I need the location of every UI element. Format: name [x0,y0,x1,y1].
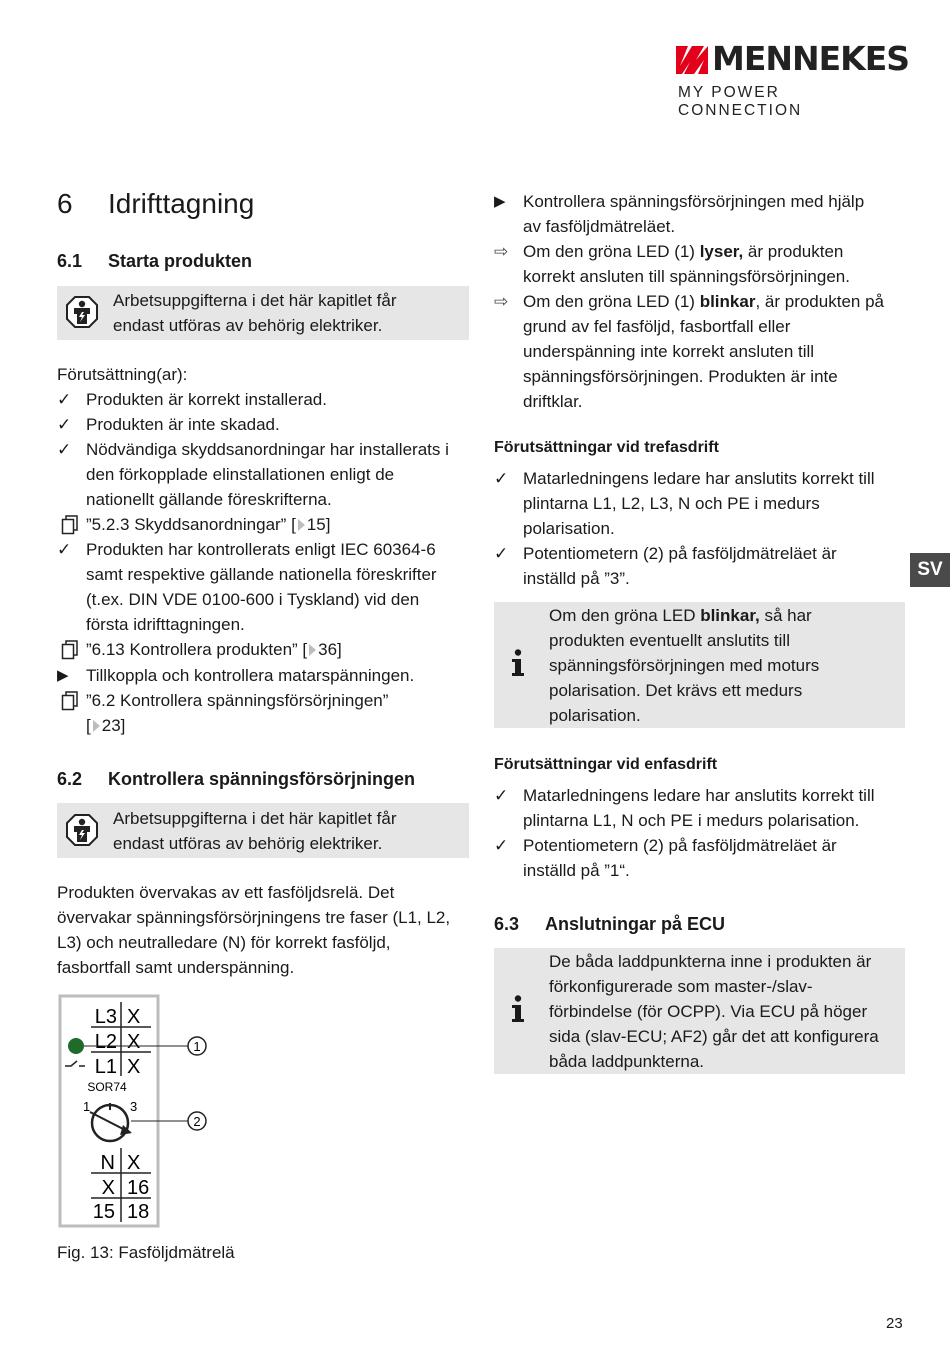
note-text: förbindelse (för OCPP). Via ECU på höger [549,1002,868,1021]
list-item-text: Kontrollera spänningsförsörjningen med hjälp [523,192,865,211]
terminal-label: L2 [94,1031,117,1053]
list-item-text: Matarledningens ledare har anslutits korrekt till [523,469,875,488]
section-number: 6.2 [57,769,83,789]
page-number: 23 [886,1315,903,1332]
electrician-icon [65,295,99,329]
result-arrow-icon: ⇨ [494,292,509,311]
paragraph-line: övervakar spänningsförsörjningens tre faser (L1, L2, [57,908,451,927]
emphasis: blinkar [699,292,756,311]
note-text: båda laddpunkterna. [549,1052,705,1071]
list-item-text: av fasföljdmätreläet. [523,217,676,236]
text-segment: så har [759,606,812,625]
brand-name: MENNEKES [712,39,910,78]
section-title: Anslutningar på ECU [545,914,726,934]
page-arrow-icon [309,644,316,656]
mennekes-logo-icon [676,46,708,74]
chapter-heading [57,188,254,220]
page-arrow-icon [93,720,100,732]
list-item-text: den förkopplade elinstallationen enligt de [86,465,395,484]
list-item [494,783,914,833]
list-item-text: samt respektive gällande nationella föreskrifter [86,565,437,584]
list-item-text: spänningsförsörjningen. Produkten är inte [523,367,838,386]
list-item [57,537,477,637]
list-item [494,466,914,541]
list-item [494,189,914,239]
list-item-text: plintarna L1, N och PE i medurs polarisation. [523,811,860,830]
terminal-label: X [127,1031,141,1053]
check-icon: ✓ [57,415,72,434]
led-indicator [68,1038,84,1054]
note-text: endast utföras av behörig elektriker. [113,834,383,853]
reference-page: 36] [318,640,342,659]
terminal-label: X [127,1006,141,1028]
terminal-label: L3 [94,1006,117,1028]
list-item-text: korrekt ansluten till spänningsförsörjningen. [523,267,850,286]
phase-relay-figure [57,994,217,1230]
emphasis: lyser, [699,242,744,261]
check-icon: ✓ [57,540,72,559]
list-item-text: inställd på ”1“. [523,861,630,880]
reference-bracket: [ [86,716,91,735]
check-icon: ✓ [494,786,509,805]
note-text: sida (slav-ECU; AF2) går det att konfigurera [549,1027,879,1046]
note-text: spänningsförsörjningen med moturs [549,656,820,675]
paragraph-line: Produkten övervakas av ett fasföljdsrelä. Det [57,883,395,902]
info-note-2 [494,948,905,1074]
note-text: förkonfigurerade som master-/slav- [549,977,813,996]
section-number: 6.1 [57,251,83,271]
body-paragraph [57,880,477,980]
result-arrow-icon: ⇨ [494,242,509,261]
book-icon [57,515,83,535]
paragraph-line: L3) och neutralledare (N) för korrekt fasföljd, [57,933,391,952]
brand-logo [676,39,910,119]
cross-reference-item[interactable] [57,688,477,738]
note-text: polarisation. [549,706,641,725]
paragraph-line: fasbortfall samt underspänning. [57,958,295,977]
terminal-label: L1 [94,1056,117,1078]
check-icon: ✓ [57,390,72,409]
list-item-text: (t.ex. DIN VDE 0100-600 i Tyskland) vid den [86,590,420,609]
result-item [494,239,914,289]
language-tab[interactable]: SV [910,553,950,587]
dial-min: 1 [83,1099,91,1114]
note-text: polarisation. Det krävs ett medurs [549,681,803,700]
cross-reference-item[interactable] [57,637,477,662]
info-icon [510,995,526,1023]
book-icon [57,640,83,660]
section-heading-6-3 [494,912,725,936]
chapter-title: Idrifttagning [108,188,255,219]
action-arrow-icon: ▶ [494,193,506,210]
subheading-three-phase: Förutsättningar vid trefasdrift [494,439,719,456]
list-item [57,412,477,437]
electrician-note-2 [57,803,469,858]
relay-model: SOR74 [87,1080,127,1094]
text-segment: Om den gröna LED (1) [523,292,700,311]
prerequisites-label: Förutsättning(ar): [57,365,188,384]
list-item-text: driftklar. [523,392,583,411]
check-icon: ✓ [494,544,509,563]
list-item-text: plintarna L1, L2, L3, N och PE i medurs [523,494,820,513]
reference-text: ”6.2 Kontrollera spänningsförsörjningen” [86,691,389,710]
note-text: Arbetsuppgifterna i det här kapitlet får [113,291,397,310]
section-number: 6.3 [494,914,520,934]
figure-caption: Fig. 13: Fasföljdmätrelä [57,1243,235,1262]
callout-number: 2 [193,1114,201,1129]
check-icon: ✓ [57,440,72,459]
list-item [57,387,477,412]
section-title: Kontrollera spänningsförsörjningen [108,769,416,789]
list-item-text: Potentiometern (2) på fasföljdmätreläet är [523,544,837,563]
page-arrow-icon [298,519,305,531]
list-item [57,663,477,688]
note-text: De båda laddpunkterna inne i produkten är [549,952,872,971]
info-icon [510,649,526,677]
terminal-label: X [127,1152,141,1174]
list-item-text: inställd på ”3”. [523,569,630,588]
text-segment: Om den gröna LED [549,606,701,625]
reference-text: ”5.2.3 Skyddsanordningar” [ [86,515,296,534]
list-item-text: Produkten har kontrollerats enligt IEC 60364-6 [86,540,436,559]
section-title: Starta produkten [108,251,253,271]
list-item-text: Matarledningens ledare har anslutits korrekt till [523,786,875,805]
note-text: produkten eventuellt anslutits till [549,631,790,650]
chapter-number: 6 [57,188,73,219]
electrician-note-1 [57,286,469,340]
terminal-label: N [100,1152,115,1174]
check-icon: ✓ [494,836,509,855]
list-item-text: polarisation. [523,519,615,538]
text-segment: Om den gröna LED (1) [523,242,700,261]
callout-number: 1 [193,1039,201,1054]
book-icon [57,691,83,711]
reference-page: 15] [306,515,331,534]
text-segment: , är produkten på [755,292,884,311]
note-text: endast utföras av behörig elektriker. [113,316,383,335]
list-item-text: Produkten är inte skadad. [86,415,280,434]
subheading-single-phase: Förutsättningar vid enfasdrift [494,756,718,773]
note-text: Arbetsuppgifterna i det här kapitlet får [113,809,397,828]
action-arrow-icon: ▶ [57,667,69,684]
list-item [57,437,477,512]
electrician-icon [65,813,99,847]
dial-max: 3 [130,1099,138,1114]
section-heading-6-2 [57,767,415,791]
terminal-label: 18 [127,1201,150,1223]
list-item [494,541,914,591]
list-item [494,833,914,883]
info-note-1 [494,602,905,728]
reference-text: ”6.13 Kontrollera produkten” [ [86,640,308,659]
list-item-text: Produkten är korrekt installerad. [86,390,327,409]
list-item-text: första idrifttagningen. [86,615,245,634]
brand-tagline: MY POWER CONNECTION [678,84,803,119]
phase-relay-diagram [57,994,217,1230]
list-item-text: Tillkoppla och kontrollera matarspänningen. [86,666,415,685]
emphasis: blinkar, [700,606,760,625]
list-item-text: Potentiometern (2) på fasföljdmätreläet är [523,836,837,855]
terminal-label: 16 [127,1177,150,1199]
list-item-text: nationellt gällande föreskrifterna. [86,490,332,509]
reference-page: 23] [101,716,126,735]
list-item-text: Nödvändiga skyddsanordningar har installerats i [86,440,449,459]
text-segment: är produkten [743,242,844,261]
result-item [494,289,914,414]
section-heading-6-1 [57,249,252,273]
list-item-text: underspänning inte korrekt ansluten till [523,342,815,361]
cross-reference-item[interactable] [57,512,477,537]
terminal-label: X [101,1177,115,1199]
list-item-text: grund av fel fasföljd, fasbortfall eller [523,317,791,336]
terminal-label: X [127,1056,141,1078]
terminal-label: 15 [92,1201,115,1223]
check-icon: ✓ [494,469,509,488]
